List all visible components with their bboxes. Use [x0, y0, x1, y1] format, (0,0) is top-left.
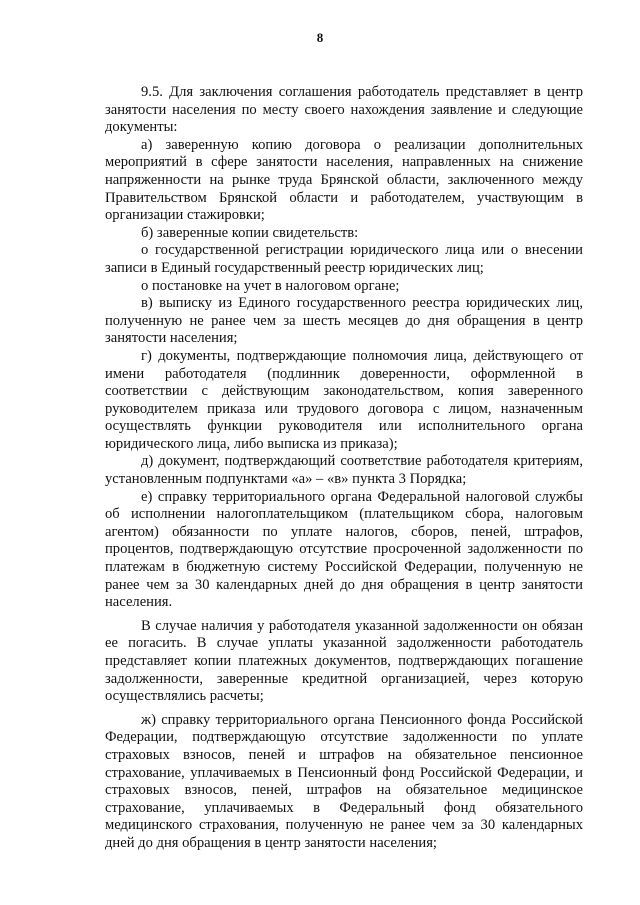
- paragraph-b-registration: о государственной регистрации юридического лица или о внесении записи в Единый государственный реестр юридических лиц;: [105, 242, 583, 276]
- paragraph-e: е) справку территориального органа Федеральной налоговой службы об исполнении налогоплательщиком (плательщиком сбора, налоговым агентом) обязанности по уплате налогов, сборов, пеней, штрафов, процентов, подтверждающую отсутствие просроченной задолженности по платежам в бюджетную систему Российской Федерации, полученную не ранее чем за 30 календарных дней до дня обращения в центр занятости населения.: [105, 488, 583, 611]
- page-number: 8: [316, 30, 324, 45]
- paragraph-b: б) заверенные копии свидетельств:: [141, 224, 359, 241]
- paragraph-v: в) выписку из Единого государственного реестра юридических лиц, полученную не ранее чем за шесть месяцев до дня обращения в центр занятости населения;: [105, 295, 583, 347]
- paragraph-zh: ж) справку территориального органа Пенсионного фонда Российской Федерации, подтверждающую отсутствие задолженности по уплате страховых взносов, пеней и штрафов на обязательное пенсионное страхование, уплачиваемых в Пенсионный фонд Российской Федерации, и страховых взносов, пеней, штрафов на обязательное медицинское страхование, уплачиваемых в Федеральный фонд обязательного медицинского страхования, полученную не ранее чем за 30 календарных дней до дня обращения в центр занятости населения;: [105, 711, 583, 851]
- paragraph-d: д) документ, подтверждающий соответствие работодателя критериям, установленным подпунктами «а» – «в» пункта 3 Порядка;: [105, 453, 583, 488]
- paragraph-a: а) заверенную копию договора о реализации дополнительных мероприятий в сфере занятости населения, направленных на снижение напряженности на рынке труда Брянской области, заключенного между Правительством Брянской области и работодателем, участвующим в организации стажировки;: [105, 136, 583, 224]
- document-body: [105, 84, 583, 853]
- paragraph-b-tax-registration: о постановке на учет в налоговом органе;: [141, 277, 400, 294]
- paragraph-g: г) документы, подтверждающие полномочия лица, действующего от имени работодателя (подлинник доверенности, оформленной в соответствии с действующим законодательством, копия заверенного руководителем приказа или трудового договора с лицом, назначенным осуществлять функции руководителя или исполнительного органа юридического лица, либо выписка из приказа);: [105, 347, 583, 452]
- paragraph-9-5: 9.5. Для заключения соглашения работодатель представляет в центр занятости населения по месту своего нахождения заявление и следующие документы:: [105, 84, 583, 136]
- paragraph-debt-note: В случае наличия у работодателя указанной задолженности он обязан ее погасить. В случае уплаты указанной задолженности работодатель представляет копии платежных документов, подтверждающих погашение задолженности, заверенные кредитной организацией, через которую осуществлялись расчеты;: [105, 617, 583, 705]
